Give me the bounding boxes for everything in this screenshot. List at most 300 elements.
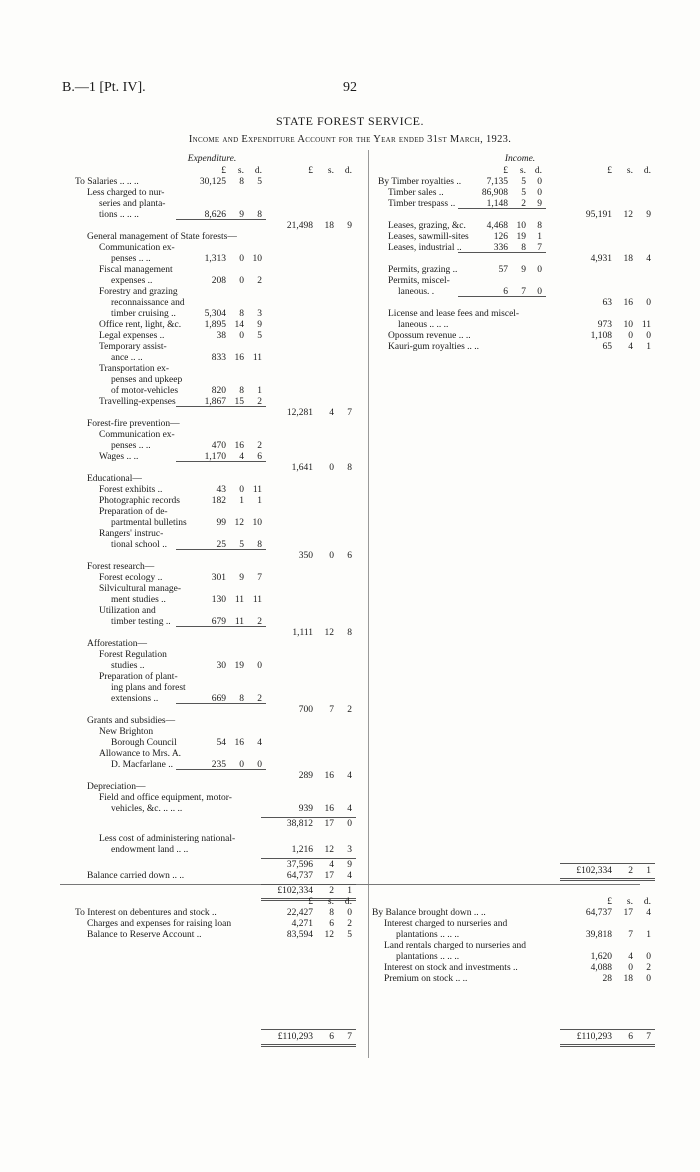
expenditure-item-amount-pounds: 208 (211, 276, 226, 286)
expenditure-line-text: Office rent, light, &c. (99, 320, 182, 330)
expenditure-line-text: Forestry and grazing (99, 287, 178, 297)
lower_left-total-amount-pence: 2 (347, 919, 352, 929)
expenditure-line-text: Photographic records (99, 496, 180, 506)
income-item-amount-pence: 0 (537, 188, 542, 198)
income-total-amount-shillings: 18 (623, 254, 633, 264)
expenditure-total-amount-pounds: 939 (298, 804, 313, 814)
expenditure-line-text: penses .. .. (111, 441, 151, 451)
income-line-text: Leases, grazing, &c. (388, 221, 466, 231)
expenditure-item-amount-shillings: 15 (234, 397, 244, 407)
lower_right-total-amount-shillings: 18 (623, 974, 633, 984)
lower_right-grand-total-pounds: £110,293 (576, 1032, 612, 1042)
lower_right-units-t-shilling-sign: s. (626, 897, 633, 907)
expenditure-item-amount-shillings: 0 (239, 331, 244, 341)
lower_right-total-amount-pounds: 64,737 (585, 908, 612, 918)
income-line-text: Timber trespass .. (388, 199, 456, 209)
expenditure-line-text: ance .. .. (111, 353, 143, 363)
expenditure-item-amount-shillings: 11 (234, 617, 244, 627)
expenditure-total-rule (261, 858, 356, 859)
lower_right-total-amount-pounds: 4,088 (590, 963, 612, 973)
expenditure-total-amount-pence: 3 (347, 845, 352, 855)
income-item-amount-pounds: 57 (498, 265, 508, 275)
income-grand-total-pounds: £102,334 (576, 866, 612, 876)
expenditure-item-amount-pounds: 1,313 (204, 254, 226, 264)
expenditure-total-amount-pounds: 38,812 (286, 819, 313, 829)
lower_right-grand-total-top-rule (560, 1029, 655, 1030)
expenditure-line-text: Communication ex- (99, 430, 175, 440)
expenditure-line-text: Transportation ex- (99, 364, 170, 374)
expenditure-total-amount-shillings: 7 (329, 705, 334, 715)
lower_left-units-t-shilling-sign: s. (327, 897, 334, 907)
income-item-amount-pounds: 4,468 (486, 221, 508, 231)
expenditure-item-amount-shillings: 19 (234, 661, 244, 671)
lower_right-total-amount-pence: 4 (646, 908, 651, 918)
expenditure-total-amount-shillings: 18 (324, 221, 334, 231)
lower_right-total-amount-shillings: 4 (628, 952, 633, 962)
income-heading: Income. (504, 154, 536, 164)
expenditure-line-text: Borough Council (111, 738, 177, 748)
expenditure-item-amount-shillings: 0 (239, 276, 244, 286)
income-total-amount-pounds: 65 (602, 342, 612, 352)
income-units-t-shilling-sign: s. (626, 166, 633, 176)
lower_right-line-text: Interest charged to nurseries and (384, 919, 508, 929)
lower_left-total-amount-pounds: 83,594 (286, 930, 313, 940)
lower_left-line-text: To Interest on debentures and stock .. (75, 908, 217, 918)
expenditure-total-amount-pounds: 289 (298, 771, 313, 781)
expenditure-line-text: To Salaries .. .. .. (75, 177, 139, 187)
income-units-a-shilling-sign: s. (519, 166, 526, 176)
expenditure-total-amount-pounds: 350 (298, 551, 313, 561)
page-number: 92 (343, 80, 357, 95)
lower_right-total-amount-pounds: 39,818 (585, 930, 612, 940)
income-line-text: License and lease fees and miscel- (388, 309, 520, 319)
expenditure-line-text: Travelling-expenses (99, 397, 176, 407)
income-grand-total-shillings: 2 (628, 866, 633, 876)
expenditure-item-amount-pounds: 5,304 (204, 309, 226, 319)
expenditure-units-t-pound-sign: £ (308, 166, 313, 176)
expenditure-line-text: Forest Regulation (99, 650, 167, 660)
income-item-amount-shillings: 5 (521, 177, 526, 187)
expenditure-total-amount-pounds: 64,737 (286, 871, 313, 881)
income-subtotal-rule (458, 252, 546, 253)
lower_right-total-amount-pence: 0 (646, 974, 651, 984)
expenditure-total-amount-pence: 6 (347, 551, 352, 561)
income-line-text: laneous .. .. .. (398, 320, 449, 330)
expenditure-item-amount-pence: 2 (257, 397, 262, 407)
expenditure-line-text: Allowance to Mrs. A. (99, 749, 182, 759)
lower_right-total-amount-pounds: 1,620 (590, 952, 612, 962)
lower_right-line-text: By Balance brought down .. .. (372, 908, 486, 918)
lower_left-total-amount-pence: 5 (347, 930, 352, 940)
lower_left-units-t-pence-sign: d. (344, 897, 352, 907)
expenditure-item-amount-pence: 10 (252, 254, 262, 264)
expenditure-line-text: New Brighton (99, 727, 154, 737)
expenditure-total-amount-shillings: 0 (329, 463, 334, 473)
expenditure-total-amount-shillings: 4 (329, 860, 334, 870)
expenditure-item-amount-shillings: 12 (234, 518, 244, 528)
expenditure-subtotal-rule (176, 461, 266, 462)
income-item-amount-shillings: 10 (516, 221, 526, 231)
expenditure-line-text: Preparation of plant- (99, 672, 178, 682)
expenditure-item-amount-shillings: 4 (239, 452, 244, 462)
expenditure-line-text: partmental bulletins (111, 518, 187, 528)
income-total-amount-pence: 4 (646, 254, 651, 264)
expenditure-total-amount-pence: 2 (347, 705, 352, 715)
income-item-amount-pence: 8 (537, 221, 542, 231)
income-item-amount-shillings: 9 (521, 265, 526, 275)
income-line-text: By Timber royalties .. (378, 177, 462, 187)
income-total-amount-shillings: 10 (623, 320, 633, 330)
expenditure-item-amount-shillings: 8 (239, 694, 244, 704)
income-item-amount-pounds: 86,908 (481, 188, 508, 198)
lower_right-total-amount-pence: 1 (646, 930, 651, 940)
income-item-amount-pence: 1 (537, 232, 542, 242)
expenditure-line-text: reconnaissance and (111, 298, 185, 308)
lower_right-total-amount-pounds: 28 (602, 974, 612, 984)
expenditure-item-amount-pounds: 30 (216, 661, 226, 671)
income-item-amount-shillings: 2 (521, 199, 526, 209)
expenditure-item-amount-shillings: 11 (234, 595, 244, 605)
expenditure-line-text: Utilization and (99, 606, 156, 616)
expenditure-line-text: extensions .. (111, 694, 159, 704)
lower_left-grand-total-top-rule (261, 1029, 356, 1030)
expenditure-item-amount-pence: 2 (257, 694, 262, 704)
lower_right-line-text: plantations .. .. .. (396, 930, 460, 940)
lower_right-grand-total-shillings: 6 (628, 1032, 633, 1042)
lower_left-total-amount-pence: 0 (347, 908, 352, 918)
expenditure-total-amount-shillings: 17 (324, 871, 334, 881)
expenditure-line-text: Legal expenses .. (99, 331, 165, 341)
expenditure-item-amount-pence: 11 (252, 595, 262, 605)
expenditure-total-amount-pence: 1 (347, 886, 352, 896)
income-total-amount-pence: 0 (646, 298, 651, 308)
expenditure-item-amount-pence: 6 (257, 452, 262, 462)
expenditure-line-text: Forest exhibits .. (99, 485, 163, 495)
income-item-amount-shillings: 5 (521, 188, 526, 198)
expenditure-total-amount-pounds: 21,498 (286, 221, 313, 231)
expenditure-total-amount-pounds: 1,111 (292, 628, 313, 638)
expenditure-item-amount-pence: 8 (257, 540, 262, 550)
income-item-amount-shillings: 8 (521, 243, 526, 253)
expenditure-item-amount-pence: 11 (252, 353, 262, 363)
expenditure-heading: Expenditure. (187, 154, 237, 164)
expenditure-item-amount-shillings: 8 (239, 386, 244, 396)
expenditure-item-amount-pence: 5 (257, 177, 262, 187)
expenditure-line-text: General management of State forests— (87, 232, 237, 242)
expenditure-line-text: Silvicultural manage- (99, 584, 182, 594)
expenditure-line-text: Less charged to nur- (87, 188, 165, 198)
expenditure-line-text: Depreciation— (87, 782, 146, 792)
expenditure-total-amount-pounds: 1,641 (291, 463, 313, 473)
income-total-amount-pence: 9 (646, 210, 651, 220)
expenditure-total-amount-shillings: 12 (324, 628, 334, 638)
expenditure-item-amount-pence: 1 (257, 386, 262, 396)
lower_left-grand-total-pence: 7 (347, 1032, 352, 1042)
expenditure-total-rule (261, 884, 356, 885)
expenditure-line-text: Rangers' instruc- (99, 529, 164, 539)
income-total-amount-pounds: 973 (597, 320, 612, 330)
income-line-text: Kauri-gum royalties .. .. (388, 342, 480, 352)
expenditure-total-amount-pounds: 700 (298, 705, 313, 715)
income-item-amount-pounds: 336 (493, 243, 508, 253)
expenditure-line-text: Forest research— (87, 562, 155, 572)
expenditure-subtotal-rule (176, 703, 266, 704)
income-total-amount-pence: 11 (641, 320, 651, 330)
expenditure-line-text: expenses .. (111, 276, 153, 286)
lower_right-total-amount-pence: 2 (646, 963, 651, 973)
expenditure-total-amount-pence: 0 (347, 819, 352, 829)
expenditure-total-amount-shillings: 0 (329, 551, 334, 561)
expenditure-subtotal-rule (176, 219, 266, 220)
expenditure-item-amount-pence: 11 (252, 485, 262, 495)
expenditure-total-amount-shillings: 4 (329, 408, 334, 418)
expenditure-units-t-shilling-sign: s. (327, 166, 334, 176)
expenditure-item-amount-pence: 7 (257, 573, 262, 583)
expenditure-subtotal-rule (176, 626, 266, 627)
income-total-amount-pounds: 4,931 (590, 254, 612, 264)
lower_left-line-text: Charges and expenses for raising loan (87, 919, 232, 929)
income-total-amount-pounds: 1,108 (590, 331, 612, 341)
expenditure-item-amount-shillings: 9 (239, 573, 244, 583)
expenditure-item-amount-pounds: 679 (211, 617, 226, 627)
expenditure-line-text: Forest ecology .. (99, 573, 163, 583)
expenditure-item-amount-pence: 2 (257, 441, 262, 451)
income-item-amount-pounds: 1,148 (486, 199, 508, 209)
expenditure-total-amount-pounds: 1,216 (291, 845, 313, 855)
expenditure-item-amount-pounds: 1,867 (204, 397, 226, 407)
expenditure-item-amount-pence: 10 (252, 518, 262, 528)
expenditure-item-amount-pence: 3 (257, 309, 262, 319)
income-units-t-pound-sign: £ (607, 166, 612, 176)
expenditure-line-text: Fiscal management (99, 265, 173, 275)
income-total-amount-pounds: 63 (602, 298, 612, 308)
expenditure-line-text: ing plans and forest (111, 683, 186, 693)
lower_left-grand-total-rule (261, 1044, 356, 1047)
income-units-t-pence-sign: d. (643, 166, 651, 176)
expenditure-line-text: Field and office equipment, motor- (99, 793, 232, 803)
expenditure-item-amount-shillings: 0 (239, 485, 244, 495)
expenditure-total-amount-shillings: 16 (324, 804, 334, 814)
income-total-amount-shillings: 0 (628, 331, 633, 341)
expenditure-line-text: penses .. .. (111, 254, 151, 264)
expenditure-line-text: of motor-vehicles (111, 386, 179, 396)
expenditure-item-amount-pounds: 8,626 (204, 210, 226, 220)
column-divider (368, 150, 369, 1058)
lower_right-total-amount-shillings: 17 (623, 908, 633, 918)
expenditure-line-text: vehicles, &c. .. .. .. (111, 804, 183, 814)
income-line-text: Permits, grazing .. (388, 265, 458, 275)
document-title: STATE FOREST SERVICE. (275, 114, 425, 128)
income-item-amount-pence: 7 (537, 243, 542, 253)
expenditure-line-text: tional school .. (111, 540, 167, 550)
expenditure-item-amount-pounds: 54 (216, 738, 226, 748)
expenditure-item-amount-pounds: 182 (211, 496, 226, 506)
income-item-amount-pounds: 126 (493, 232, 508, 242)
expenditure-line-text: series and planta- (99, 199, 166, 209)
expenditure-total-rule (261, 817, 356, 818)
lower_right-line-text: Premium on stock .. .. (384, 974, 468, 984)
expenditure-total-amount-pence: 8 (347, 463, 352, 473)
lower_left-line-text: Balance to Reserve Account .. (87, 930, 202, 940)
expenditure-total-amount-shillings: 17 (324, 819, 334, 829)
expenditure-line-text: Grants and subsidies— (87, 716, 176, 726)
income-item-amount-pence: 0 (537, 177, 542, 187)
income-line-text: Leases, sawmill-sites (388, 232, 469, 242)
expenditure-total-amount-pounds: 12,281 (286, 408, 313, 418)
expenditure-total-amount-shillings: 2 (329, 886, 334, 896)
income-total-amount-shillings: 16 (623, 298, 633, 308)
lower_left-units-t-pound-sign: £ (308, 897, 313, 907)
lower_right-total-amount-pence: 0 (646, 952, 651, 962)
expenditure-item-amount-pence: 0 (257, 661, 262, 671)
expenditure-line-text: Forest-fire prevention— (87, 419, 180, 429)
income-units-a-pound-sign: £ (503, 166, 508, 176)
lower_right-grand-total-pence: 7 (646, 1032, 651, 1042)
expenditure-total-amount-pence: 8 (347, 628, 352, 638)
expenditure-total-amount-pounds: £102,334 (277, 886, 313, 896)
report-reference: B.—1 [Pt. IV]. (62, 80, 146, 95)
expenditure-item-amount-pounds: 1,895 (204, 320, 226, 330)
lower_right-line-text: Interest on stock and investments .. (384, 963, 518, 973)
expenditure-item-amount-shillings: 1 (239, 496, 244, 506)
income-grand-total-pence: 1 (646, 866, 651, 876)
lower_left-grand-total-shillings: 6 (329, 1032, 334, 1042)
expenditure-line-text: Temporary assist- (99, 342, 167, 352)
expenditure-units-a-pence-sign: d. (254, 166, 262, 176)
expenditure-item-amount-pounds: 130 (211, 595, 226, 605)
expenditure-item-amount-pounds: 25 (216, 540, 226, 550)
income-item-amount-shillings: 19 (516, 232, 526, 242)
expenditure-line-text: studies .. (111, 661, 145, 671)
expenditure-total-amount-pence: 4 (347, 871, 352, 881)
expenditure-total-amount-shillings: 12 (324, 845, 334, 855)
expenditure-item-amount-shillings: 5 (239, 540, 244, 550)
expenditure-item-amount-pounds: 30,125 (199, 177, 226, 187)
expenditure-item-amount-pounds: 235 (211, 760, 226, 770)
expenditure-total-amount-pence: 4 (347, 771, 352, 781)
expenditure-total-amount-pence: 4 (347, 804, 352, 814)
expenditure-line-text: Balance carried down .. .. (87, 871, 185, 881)
expenditure-line-text: Afforestation— (87, 639, 147, 649)
income-grand-total-rule (560, 878, 655, 881)
income-item-amount-pence: 0 (537, 265, 542, 275)
expenditure-item-amount-pence: 1 (257, 496, 262, 506)
expenditure-item-amount-shillings: 8 (239, 309, 244, 319)
lower_left-total-amount-pounds: 22,427 (286, 908, 313, 918)
expenditure-line-text: ment studies .. (111, 595, 166, 605)
expenditure-subtotal-rule (176, 549, 266, 550)
expenditure-item-amount-shillings: 0 (239, 254, 244, 264)
expenditure-units-a-shilling-sign: s. (237, 166, 244, 176)
expenditure-item-amount-pounds: 99 (216, 518, 226, 528)
expenditure-item-amount-pence: 9 (257, 320, 262, 330)
expenditure-total-amount-shillings: 16 (324, 771, 334, 781)
income-subtotal-rule (458, 208, 546, 209)
lower_left-total-amount-shillings: 8 (329, 908, 334, 918)
income-item-amount-pounds: 6 (503, 287, 508, 297)
expenditure-item-amount-pounds: 301 (211, 573, 226, 583)
income-line-text: laneous. . (398, 287, 435, 297)
expenditure-subtotal-rule (176, 769, 266, 770)
income-subtotal-rule (458, 296, 546, 297)
income-total-amount-pounds: 95,191 (585, 210, 612, 220)
lower_left-total-amount-pounds: 4,271 (291, 919, 313, 929)
lower_right-units-t-pence-sign: d. (643, 897, 651, 907)
income-item-amount-pounds: 7,135 (486, 177, 508, 187)
expenditure-item-amount-pence: 2 (257, 276, 262, 286)
lower_right-total-amount-shillings: 7 (628, 930, 633, 940)
expenditure-item-amount-pounds: 669 (211, 694, 226, 704)
expenditure-item-amount-pence: 2 (257, 617, 262, 627)
expenditure-item-amount-shillings: 9 (239, 210, 244, 220)
lower_right-grand-total-rule (560, 1044, 655, 1047)
lower_right-line-text: plantations .. .. .. (396, 952, 460, 962)
document-subtitle: Income and Expenditure Account for the Year ended 31st March, 1923. (188, 134, 512, 145)
income-item-amount-pence: 9 (537, 199, 542, 209)
lower_left-grand-total-pounds: £110,293 (277, 1032, 313, 1042)
expenditure-item-amount-pounds: 833 (211, 353, 226, 363)
income-total-amount-shillings: 4 (628, 342, 633, 352)
expenditure-item-amount-pounds: 470 (211, 441, 226, 451)
income-total-amount-pence: 1 (646, 342, 651, 352)
income-grand-total-top-rule (560, 863, 655, 864)
expenditure-item-amount-pence: 4 (257, 738, 262, 748)
expenditure-item-amount-pence: 0 (257, 760, 262, 770)
lower_right-total-amount-shillings: 0 (628, 963, 633, 973)
expenditure-item-amount-pence: 5 (257, 331, 262, 341)
lower_right-units-t-pound-sign: £ (607, 897, 612, 907)
expenditure-item-amount-shillings: 16 (234, 738, 244, 748)
expenditure-line-text: timber cruising .. (111, 309, 176, 319)
expenditure-total-amount-pence: 9 (347, 860, 352, 870)
expenditure-item-amount-pounds: 38 (216, 331, 226, 341)
expenditure-item-amount-shillings: 8 (239, 177, 244, 187)
income-line-text: Timber sales .. (388, 188, 444, 198)
expenditure-units-a-pound-sign: £ (221, 166, 226, 176)
income-line-text: Opossum revenue .. .. (388, 331, 471, 341)
income-total-amount-shillings: 12 (623, 210, 633, 220)
expenditure-line-text: Preparation of de- (99, 507, 168, 517)
expenditure-line-text: Less cost of administering national- (99, 834, 236, 844)
expenditure-item-amount-pounds: 820 (211, 386, 226, 396)
income-line-text: Permits, miscel- (388, 276, 450, 286)
expenditure-item-amount-shillings: 16 (234, 441, 244, 451)
expenditure-item-amount-shillings: 0 (239, 760, 244, 770)
expenditure-line-text: Wages .. .. (99, 452, 139, 462)
income-item-amount-shillings: 7 (521, 287, 526, 297)
expenditure-total-amount-pence: 7 (347, 408, 352, 418)
expenditure-line-text: D. Macfarlane .. (111, 760, 173, 770)
income-line-text: Leases, industrial .. (388, 243, 462, 253)
lower_left-total-amount-shillings: 12 (324, 930, 334, 940)
lower_right-line-text: Land rentals charged to nurseries and (384, 941, 527, 951)
expenditure-line-text: Educational— (87, 474, 142, 484)
expenditure-total-amount-pounds: 37,596 (286, 860, 313, 870)
expenditure-line-text: endowment land .. .. (111, 845, 189, 855)
expenditure-units-t-pence-sign: d. (344, 166, 352, 176)
income-units-a-pence-sign: d. (534, 166, 542, 176)
expenditure-line-text: penses and upkeep (111, 375, 183, 385)
expenditure-line-text: tions .. .. .. (99, 210, 139, 220)
expenditure-item-amount-pence: 8 (257, 210, 262, 220)
expenditure-item-amount-shillings: 14 (234, 320, 244, 330)
income-total-amount-pence: 0 (646, 331, 651, 341)
expenditure-item-amount-pounds: 43 (216, 485, 226, 495)
expenditure-line-text: timber testing .. (111, 617, 171, 627)
expenditure-item-amount-shillings: 16 (234, 353, 244, 363)
expenditure-item-amount-pounds: 1,170 (204, 452, 226, 462)
expenditure-subtotal-rule (176, 406, 266, 407)
